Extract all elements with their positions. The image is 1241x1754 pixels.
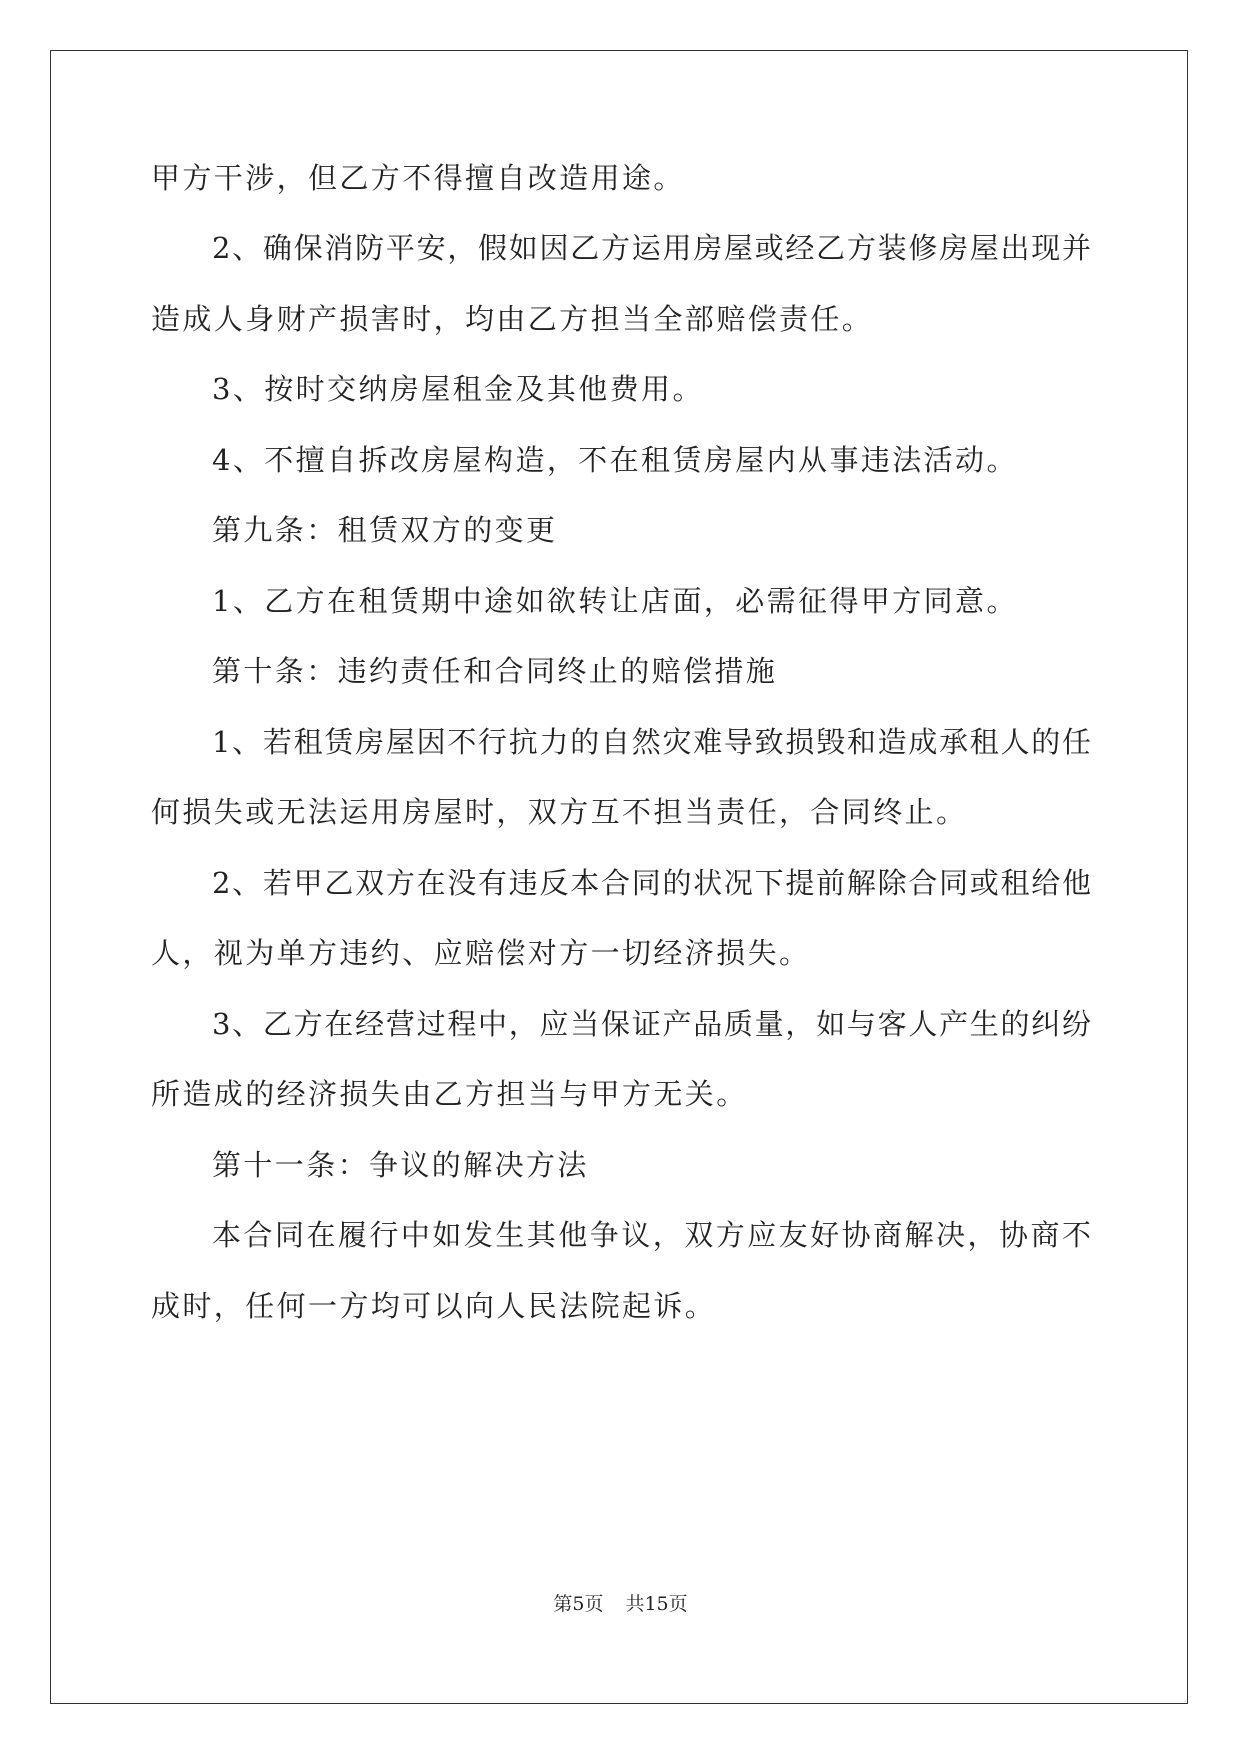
section-heading: 第九条：租赁双方的变更 bbox=[212, 513, 558, 547]
text-line: 成时，任何一方均可以向人民法院起诉。 bbox=[151, 1289, 717, 1323]
text-line: 何损失或无法运用房屋时，双方互不担当责任，合同终止。 bbox=[151, 795, 968, 829]
text-line: 3、乙方在经营过程中，应当保证产品质量，如与客人产生的纠纷 bbox=[212, 1007, 1091, 1041]
text-line: 1、乙方在租赁期中途如欲转让店面，必需征得甲方同意。 bbox=[212, 584, 1018, 618]
page-total: 共15页 bbox=[625, 1593, 688, 1615]
text-line: 4、不擅自拆改房屋构造，不在租赁房屋内从事违法活动。 bbox=[212, 443, 1018, 477]
text-line: 2、若甲乙双方在没有违反本合同的状况下提前解除合同或租给他 bbox=[212, 866, 1091, 900]
text-line: 甲方干涉，但乙方不得擅自改造用途。 bbox=[151, 161, 685, 195]
text-line: 人，视为单方违约、应赔偿对方一切经济损失。 bbox=[151, 936, 811, 970]
page-footer bbox=[0, 1592, 1241, 1616]
page-number: 第5页 bbox=[553, 1593, 604, 1615]
text-line: 本合同在履行中如发生其他争议，双方应友好协商解决，协商不 bbox=[212, 1218, 1091, 1252]
text-line: 所造成的经济损失由乙方担当与甲方无关。 bbox=[151, 1077, 748, 1111]
text-line: 3、按时交纳房屋租金及其他费用。 bbox=[212, 372, 704, 406]
text-line: 造成人身财产损害时，均由乙方担当全部赔偿责任。 bbox=[151, 302, 874, 336]
text-line: 1、若租赁房屋因不行抗力的自然灾难导致损毁和造成承租人的任 bbox=[212, 725, 1091, 759]
section-heading: 第十一条：争议的解决方法 bbox=[212, 1148, 589, 1182]
section-heading: 第十条：违约责任和合同终止的赔偿措施 bbox=[212, 654, 778, 688]
text-line: 2、确保消防平安，假如因乙方运用房屋或经乙方装修房屋出现并 bbox=[212, 231, 1091, 265]
